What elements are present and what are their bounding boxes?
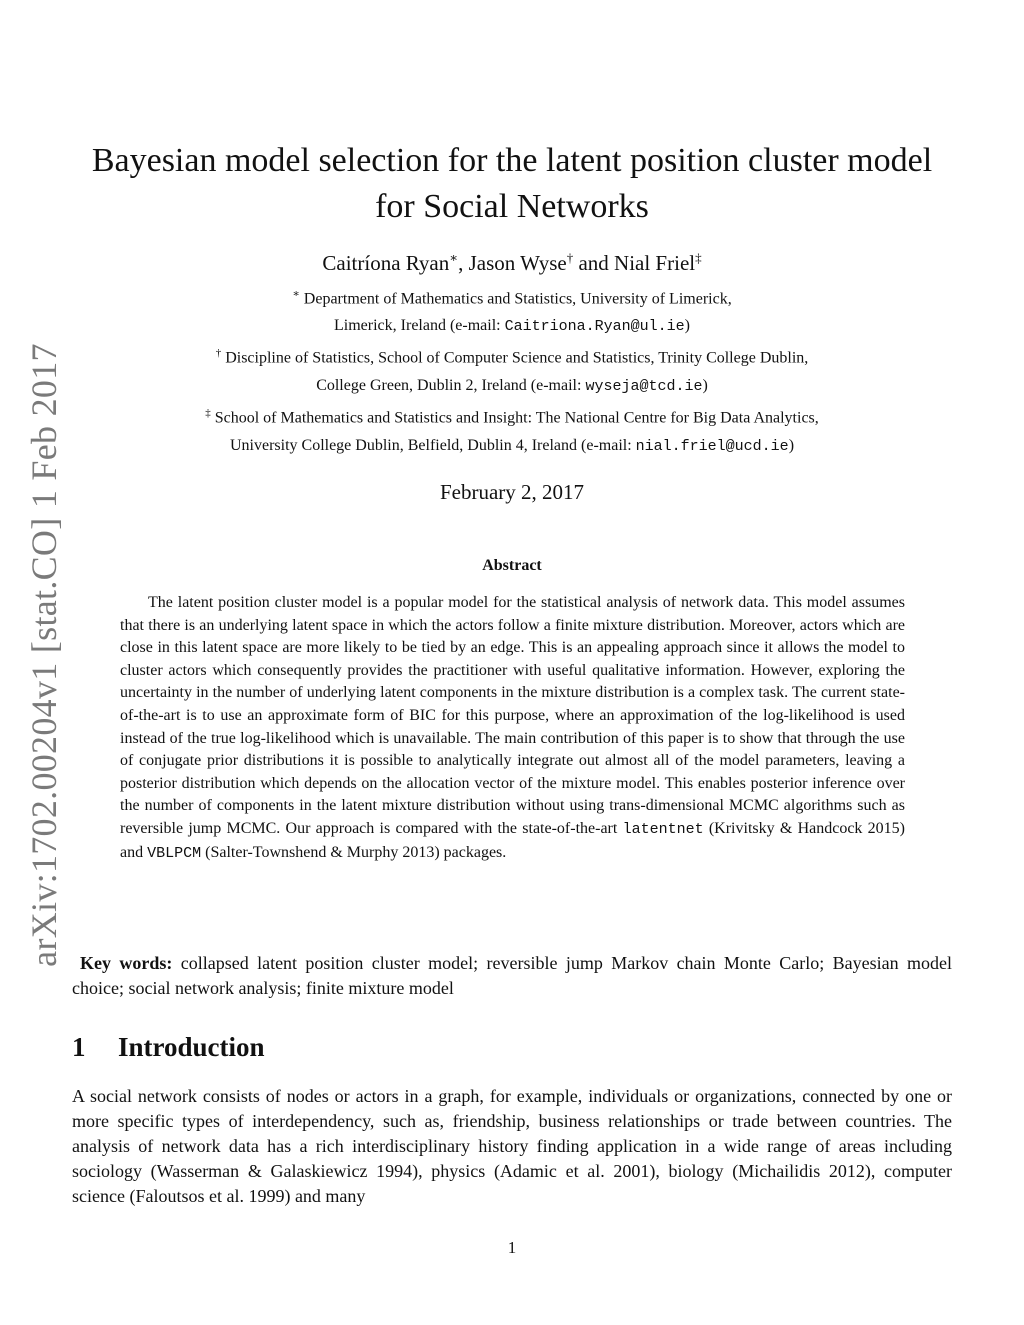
author-separator: , xyxy=(458,251,469,275)
affiliation-2-line-1 xyxy=(60,347,964,367)
title-line-2: for Social Networks xyxy=(375,188,649,225)
affiliation-1-line-1 xyxy=(60,287,964,308)
email-link[interactable]: nial.friel@ucd.ie xyxy=(635,438,789,455)
author-name: Nial Friel xyxy=(614,251,696,275)
package-name: VBLPCM xyxy=(147,844,202,862)
affiliation-text: School of Mathematics and Statistics and Insight: The National Centre for Big Data Analytics, xyxy=(210,409,819,427)
paper-title xyxy=(60,138,964,230)
publication-date: February 2, 2017 xyxy=(439,480,585,504)
abstract-paragraph xyxy=(120,592,905,865)
author-mark: † xyxy=(566,250,574,265)
affiliation-text: Discipline of Statistics, School of Computer Science and Statistics, Trinity College Dublin, xyxy=(221,349,809,367)
author-list xyxy=(60,250,964,276)
affiliation-text: ) xyxy=(702,377,708,394)
email-link[interactable]: wyseja@tcd.ie xyxy=(585,378,703,395)
keywords xyxy=(72,951,952,1001)
affiliation-text: ) xyxy=(684,317,690,334)
abstract-body xyxy=(120,592,905,865)
author-mark: ∗ xyxy=(449,250,459,265)
affiliation-mark: ‡ xyxy=(205,407,211,419)
email-link[interactable]: Caitriona.Ryan@ul.ie xyxy=(504,318,685,335)
abstract-text: The latent position cluster model is a popular model for the statistical analysis of network data. This model assumes that there is an underlying latent space in which the actors follow a finite mixture distribution. Moreover, actors which are close in this latent space are more likely to be tied by an edge. This is an appealing approach since it allows the model to cluster actors which consequently provides the practitioner with useful qualitative information. However, exploring the uncertainty in the number of underlying latent components in the mixture distribution is a complex task. The current state-of-the-art is to use an approximate form of BIC for this purpose, where an approximation of the log-likelihood is used instead of the true log-likelihood which is unavailable. The main contribution of this paper is to show that through the use of conjugate prior distributions it is possible to analytically integrate out almost all of the model parameters, leaving a posterior distribution which depends on the allocation vector of the mixture model. This enables posterior inference over the number of components in the latent mixture distribution without using trans-dimensional MCMC algorithms such as reversible jump MCMC. Our approach is compared with the state-of-the-art xyxy=(120,594,905,837)
affiliation-text: University College Dublin, Belfield, Dublin 4, Ireland (e-mail: xyxy=(229,437,636,454)
package-name: latentnet xyxy=(622,820,704,838)
section-heading xyxy=(72,1032,265,1063)
introduction-body xyxy=(72,1084,952,1209)
affiliation-2-line-2 xyxy=(60,377,964,395)
section-title: Introduction xyxy=(118,1032,265,1062)
arxiv-stamp: arXiv:1702.00204v1 [stat.CO] 1 Feb 2017 xyxy=(24,343,64,967)
abstract-heading: Abstract xyxy=(482,557,542,574)
affiliation-3-line-2 xyxy=(60,437,964,455)
author-name: Caitríona Ryan xyxy=(322,251,450,275)
affiliation-1-line-2 xyxy=(60,317,964,335)
keywords-text: collapsed latent position cluster model; reversible jump Markov chain Monte Carlo; Bayesian model choice; social network analysis; finite mixture model xyxy=(72,953,952,998)
abstract-text: (Salter-Townshend & Murphy 2013) packages. xyxy=(201,843,507,861)
affiliation-mark: † xyxy=(215,347,222,359)
affiliation-text: ) xyxy=(788,437,795,454)
author-mark: ‡ xyxy=(695,250,702,265)
affiliation-text: College Green, Dublin 2, Ireland (e-mail: xyxy=(316,377,586,394)
section-number: 1 xyxy=(72,1032,86,1062)
author-name: Jason Wyse xyxy=(468,251,567,275)
introduction-paragraph: A social network consists of nodes or actors in a graph, for example, individuals or organizations, connected by one or more specific types of interdependency, such as, friendship, business relationships or trade between countries. The analysis of network data has a rich interdisciplinary history finding application in a wide range of areas including sociology (Wasserman & Galaskiewicz 1994), physics (Adamic et al. 2001), biology (Michailidis 2012), computer science (Faloutsos et al. 1999) and many xyxy=(72,1086,952,1206)
affiliation-mark: ∗ xyxy=(292,288,300,300)
affiliation-text: Department of Mathematics and Statistics, University of Limerick, xyxy=(299,290,732,308)
abstract-text: (Krivitsky & Handcock 2015) and xyxy=(120,819,905,861)
affiliation-3-line-1 xyxy=(60,407,964,427)
title-line-1: Bayesian model selection for the latent position cluster model xyxy=(91,142,933,179)
affiliation-text: Limerick, Ireland (e-mail: xyxy=(334,317,505,334)
page-number: 1 xyxy=(507,1238,517,1257)
author-separator: and xyxy=(573,251,615,275)
keywords-label: Key words: xyxy=(80,953,173,973)
